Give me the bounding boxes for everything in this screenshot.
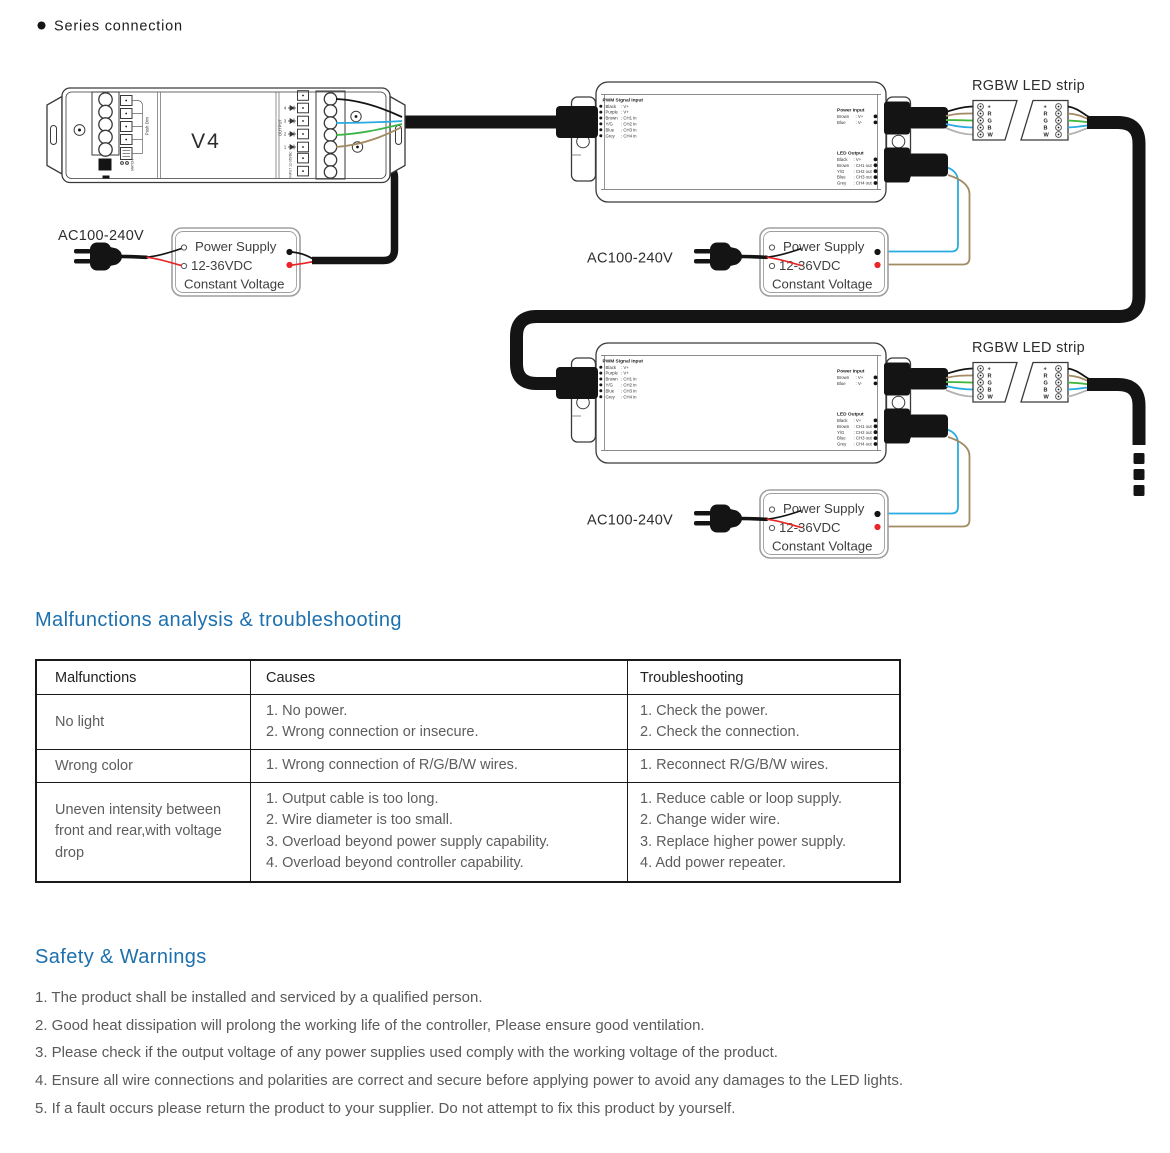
strip-connector-left: [973, 101, 1017, 141]
svg-text:: CH4 out: : CH4 out: [853, 180, 872, 186]
svg-text:Grey: Grey: [605, 133, 615, 139]
power-supply-box: [172, 228, 300, 296]
svg-text:: V-: : V-: [855, 120, 862, 125]
v4-controller: [47, 88, 405, 183]
ac-plug-icon: [74, 243, 182, 271]
psu-line2: 12-36VDC: [191, 258, 253, 273]
troubleshooting-cell: 1. Check the power. 2. Check the connection.: [628, 695, 901, 750]
svg-text:W: W: [1043, 132, 1049, 139]
safety-item: 5. If a fault occurs please return the product to your supplier. Do not attempt to fix this product by yourself.: [35, 1099, 736, 1117]
malfunctions-table: [35, 659, 901, 883]
rgbw-led-strip: [946, 78, 1139, 156]
push-dim-label: Push Dim: [144, 116, 150, 136]
svg-text:: CH2 out: : CH2 out: [853, 168, 872, 174]
svg-text:G: G: [1043, 118, 1048, 125]
svg-text:R: R: [1043, 111, 1048, 118]
svg-text:: CH1 in: : CH1 in: [621, 115, 637, 121]
match-label: MATCH: [130, 159, 135, 171]
power-input-header: Power Input: [837, 108, 865, 114]
svg-text:+: +: [1043, 104, 1047, 111]
safety-item: 1. The product shall be installed and serviced by a qualified person.: [35, 989, 483, 1006]
svg-text:: CH3 out: : CH3 out: [853, 174, 872, 180]
svg-text:Y/G: Y/G: [605, 121, 613, 127]
strip-outgoing-wires: [1068, 107, 1090, 135]
malfunction-cell: Wrong color: [36, 750, 251, 783]
ac-voltage-label-1: AC100-240V: [58, 228, 145, 244]
table-row: [36, 783, 900, 882]
svg-text:3: 3: [283, 118, 287, 124]
ac-voltage-label-2: AC100-240V: [587, 250, 674, 267]
svg-text:Blue: Blue: [837, 174, 846, 180]
svg-text:Blue: Blue: [837, 120, 846, 125]
series-connection-header: [38, 19, 183, 35]
cable-continuation-dashes: [1134, 453, 1145, 496]
svg-text:Brown: Brown: [605, 115, 618, 121]
col-header-causes: Causes: [251, 660, 628, 695]
output-label: OUTPUT: [277, 118, 283, 137]
troubleshooting-cell: 1. Reduce cable or loop supply. 2. Change wider wire. 3. Replace higher power supply. 4. Add power repeater.: [628, 783, 901, 882]
svg-text:Black: Black: [837, 157, 848, 162]
svg-text:Brown: Brown: [837, 162, 850, 168]
svg-text:Purple: Purple: [605, 109, 618, 115]
col-header-malfunctions: Malfunctions: [36, 660, 251, 695]
safety-item: 4. Ensure all wire connections and polarities are correct and secure before applying power to avoid any damages to the LED lights.: [35, 1072, 903, 1090]
svg-text:G: G: [987, 118, 992, 125]
svg-text:: V+: : V+: [621, 109, 629, 115]
troubleshooting-cell: 1. Reconnect R/G/B/W wires.: [628, 750, 901, 783]
ac-voltage-label-3: AC100-240V: [587, 512, 674, 529]
svg-text:W: W: [987, 132, 993, 139]
safety-item: 2. Good heat dissipation will prolong the working life of the controller, Please ensure good ventilation.: [35, 1016, 705, 1034]
svg-text:+: +: [987, 104, 991, 111]
strip-connector-right: [1021, 101, 1068, 141]
table-row: [36, 750, 900, 783]
safety-warnings-list: [35, 984, 1145, 1123]
psu-line1: Power Supply: [195, 239, 277, 254]
svg-text:: CH3 in: : CH3 in: [621, 127, 637, 133]
svg-text:Blue: Blue: [605, 127, 615, 133]
svg-text:B: B: [987, 125, 992, 132]
svg-text:: CH4 in: : CH4 in: [621, 133, 637, 139]
table-row: [36, 695, 900, 750]
safety-section-title: Safety & Warnings: [35, 946, 207, 968]
pwm-driver: [556, 82, 948, 202]
bullet-icon: [38, 22, 46, 30]
causes-cell: 1. Output cable is too long. 2. Wire diameter is too small. 3. Overload beyond power supply capability. 4. Overload beyond controller capability.: [251, 783, 628, 882]
causes-cell: 1. No power. 2. Wrong connection or insecure.: [251, 695, 628, 750]
psu-output-negative-dot: [286, 262, 292, 268]
input-label: INPUT 12-36VDC: [288, 151, 293, 178]
v4-model-label: V4: [191, 130, 221, 153]
psu-line3: Constant Voltage: [184, 276, 285, 292]
svg-text:Grey: Grey: [837, 180, 847, 186]
svg-text:: CH2 in: : CH2 in: [621, 121, 637, 127]
causes-cell: 1. Wrong connection of R/G/B/W wires.: [251, 750, 628, 783]
svg-text:: V+: : V+: [853, 157, 862, 162]
match-button[interactable]: [99, 159, 112, 171]
series-connection-title: Series connection: [54, 18, 183, 35]
svg-text:: CH1 out: : CH1 out: [853, 162, 872, 168]
svg-text:2: 2: [283, 131, 287, 137]
table-header-row: [36, 660, 900, 695]
svg-text:: V+: : V+: [855, 114, 864, 119]
svg-text:R: R: [987, 111, 992, 118]
malfunction-cell: No light: [36, 695, 251, 750]
svg-text:Black: Black: [605, 103, 617, 109]
svg-text:Brown: Brown: [837, 114, 850, 119]
svg-text:1: 1: [283, 144, 287, 150]
rgbw-strip-label: RGBW LED strip: [972, 78, 1085, 94]
svg-text:: V+: : V+: [621, 103, 629, 109]
led-output-header: LED Output: [837, 151, 864, 157]
malfunction-cell: Uneven intensity between front and rear,with voltage drop: [36, 783, 251, 882]
psu-output-positive-dot: [286, 249, 292, 255]
malfunctions-section-title: Malfunctions analysis & troubleshooting: [35, 609, 402, 631]
svg-text:B: B: [1043, 125, 1048, 132]
driver-to-strip-wires: [946, 107, 973, 135]
safety-item: 3. Please check if the output voltage of any power supplies used comply with the working voltage of the product.: [35, 1044, 778, 1062]
pwm-input-header: PWM Signal Input: [602, 98, 644, 104]
col-header-troubleshooting: Troubleshooting: [628, 660, 901, 695]
svg-text:Y/G: Y/G: [837, 168, 845, 174]
svg-text:4: 4: [283, 105, 287, 111]
